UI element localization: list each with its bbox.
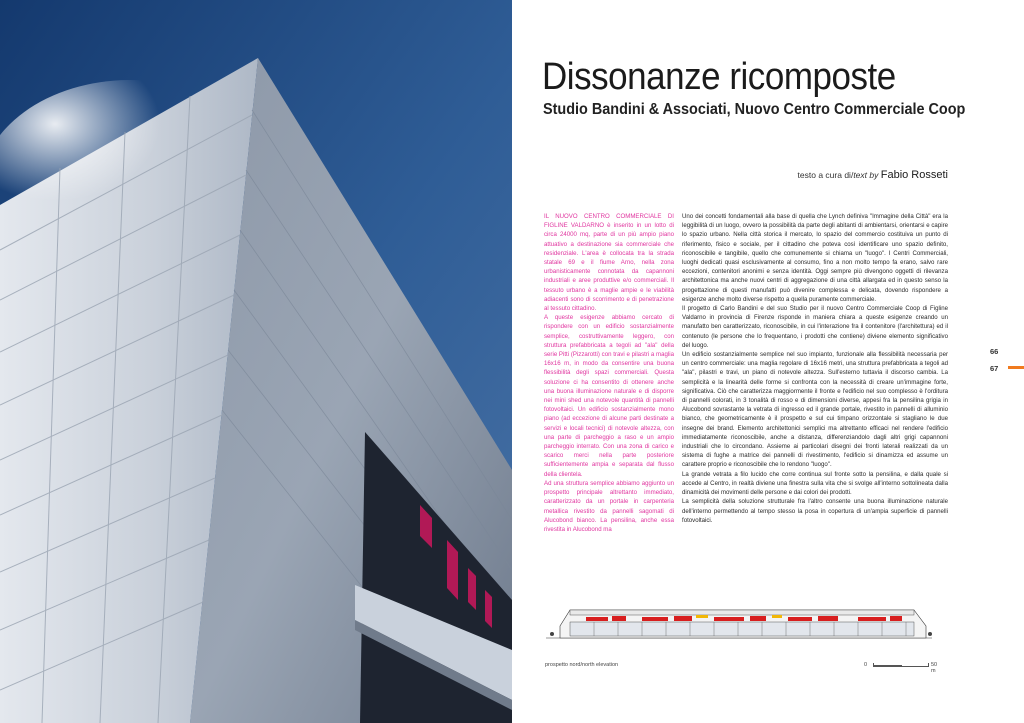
- figure-caption: prospetto nord/north elevation: [545, 662, 619, 668]
- author-credit: [798, 169, 948, 181]
- intro-paragraph: IL NUOVO CENTRO COMMERCIALE DI FIGLINE VALDARNO è inserito in un lotto di circa 24000 mq, parte di un più ampio piano attuativo a destinazione sia commerciale che residenziale. L'area è collocata tra la strada statale 69 e il fiume Arno, nella zona urbanisticamente connotata da capannoni industriali e aree produttive e/o commerciali. Il tessuto urbano è a maglie ampie e le viabilità adiacenti sono di scorrimento e di penetrazione al tessuto cittadino.: [544, 213, 674, 313]
- intro-column: [544, 212, 674, 534]
- page-numbers: [990, 347, 998, 381]
- intro-paragraph: Ad una struttura semplice abbiamo aggiunto un prospetto principale altrettanto immediato, caratterizzato da un portale in carpenteria metallica rivestito da pannelli sagomati di Alucobond bianco. La pensilina, anche essa rivestita in Alucobond ma: [544, 479, 674, 533]
- intro-paragraph: A queste esigenze abbiamo cercato di rispondere con un edificio sostanzialmente semplice, costruttivamente leggero, con struttura prefabbricata a tegoli ad "ala" della serie Pitti (Pizzarotti) con travi e pilastri a maglia 16x16 m, in modo da consentire una buona flessibilità degli spazi commerciali. Questa soluzione ci ha consentito di ottenere anche una buona illuminazione naturale e di disporre nei mini shed una notevole quantità di pannelli fotovoltaici. Un edificio sostanzialmente mono piano (ad eccezione di alcune parti destinate a servizi e locali tecnici) di notevole altezza, con una parte di parcheggio a raso e un ampio parcheggio interrato. Con una zona di carico e scarico merci nella parte posteriore sufficientemente ampia e separata dal flusso della clientela.: [544, 314, 674, 478]
- article-subtitle: Studio Bandini & Associati, Nuovo Centro Commerciale Coop: [543, 101, 966, 118]
- credit-textby: text by: [853, 170, 879, 180]
- page-number-right: 67: [990, 364, 999, 373]
- scale-max: 50 m: [931, 662, 938, 674]
- credit-prefix: testo a cura di/: [797, 170, 854, 180]
- body-paragraph: Il progetto di Carlo Bandini e del suo Studio per il nuovo Centro Commerciale Coop di Figline Valdarno in provincia di Firenze risponde in maniera chiara a queste esigenze creando un manufatto ben caratterizzato, riconoscibile, in cui l'interazione fra il contenitore (l'architettura) ed il contenuto (le persone che lo frequentano, i prodotti che contiene) diviene elemento significativo del luogo.: [682, 305, 948, 349]
- text-page: [512, 0, 1024, 723]
- body-paragraph: La grande vetrata a filo lucido che corre continua sul fronte sotto la pensilina, e dalla quale si accede al Centro, in realtà diviene una finestra sulla vita che si svolge all'interno sottolineata dalla dinamicità dei movimenti delle persone e dai colori dei prodotti.: [682, 470, 948, 497]
- body-paragraph: La semplicità della soluzione strutturale fra l'altro consente una buona illuminazione naturale dell'interno permettendo al tempo stesso la posa in copertura di un'ampia superficie di pannelli fotovoltaici.: [682, 498, 948, 524]
- body-column: [682, 212, 948, 525]
- north-elevation-drawing: [546, 606, 932, 646]
- page-number-left: 66: [990, 347, 999, 356]
- author-name: Fabio Rosseti: [880, 169, 948, 181]
- scale-bar: [864, 661, 940, 674]
- body-paragraph: Uno dei concetti fondamentali alla base di quella che Lynch definiva "Immagine della Città" era la leggibilità di un luogo, ovvero la possibilità da parte degli abitanti di ambientarsi, orientarsi e capire lo spazio urbano. Nella città storica il mercato, lo spazio del commercio costituiva un punto di riferimento, fisico e sociale, per il cittadino che poteva così identificare uno spazio definito, riconoscibile e tangibile, quello che comunemente si chiama un "luogo". I Centri Commerciali, luoghi dedicati quasi esclusivamente al consumo, fino a non molto tempo fa erano, salvo rare eccezioni, contenitori anonimi e senza identità. Oggi sempre più divengono oggetti di rilevanza architettonica ma anche nuovi centri di aggregazione di una città allargata ed in questo senso la progettazione di questi manufatti può divenire complessa e delicata, dovendo rispondere a esigenze anche molto diverse rispetto a quella puramente commerciale.: [682, 213, 948, 303]
- scale-min: 0: [864, 662, 868, 668]
- article-title: Dissonanze ricomposte: [542, 56, 896, 98]
- body-paragraph: Un edificio sostanzialmente semplice nel suo impianto, funzionale alla flessibilità necessaria per un centro commerciale: una maglia regolare di 16x16 metri, una struttura prefabbricata a tegoli ad "ala", pilastri e travi, un piano di notevole altezza. Sull'esterno tuttavia il discorso cambia. La semplicità e la linearità delle forme si confronta con la necessità di creare un'immagine forte, significativa. Ciò che caratterizza maggiormente il fronte e l'edificio nel suo complesso è l'orditura di pannelli colorati, in 3 tonalità di rosso e di dimensioni diverse, appesi fra la pensilina grigia in Alucobond sovrastante la vetrata di ingresso ed il grande portale, rivestito in pannelli di alluminio bianco, che geometricamente è il prospetto e sul cui timpano orizzontale si stagliano le due insegne dei brand. Elemento architettonici semplici ma altrettanto efficaci nel rendere l'edificio immediatamente riconoscibile, anche a distanza, differenziandolo dagli altri grigi capannoni industriali che lo circondano. Assieme ai particolari disegni dei fronti laterali realizzati da un sistema di fughe a matrice dei pannelli di rivestimento, l'edificio si dinamizza ed assume un carattere proprio e riconoscibile che lo rendono "luogo".: [682, 351, 948, 469]
- scale-bar-graphic: [873, 663, 929, 667]
- page-number-marker: [1008, 366, 1024, 369]
